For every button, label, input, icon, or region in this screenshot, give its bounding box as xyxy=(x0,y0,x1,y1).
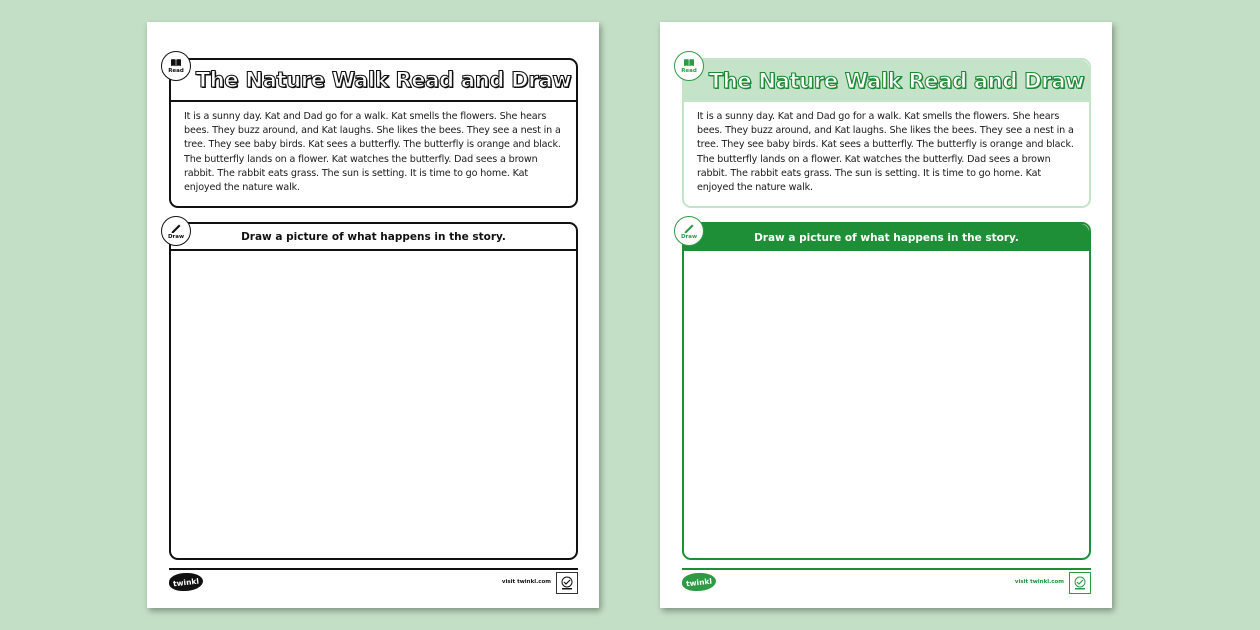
quality-stamp-icon xyxy=(1069,572,1091,594)
book-icon xyxy=(170,58,182,67)
story-text: It is a sunny day. Kat and Dad go for a walk. Kat smells the flowers. She hears bees. They buzz around, and Kat laughs. She likes the bees. They see a nest in a tree. They see baby birds. Kat sees a butterfly. The butterfly is orange and black. The butterfly lands on a flower. Kat watches the butterfly. Dad sees a brown rabbit. The rabbit eats grass. The sun is setting. It is time to go home. Kat enjoyed the nature walk. xyxy=(697,111,1074,194)
draw-badge-label: Draw xyxy=(680,233,698,240)
footer-divider xyxy=(682,568,1091,570)
draw-prompt: Draw a picture of what happens in the story. xyxy=(754,231,1019,244)
title-bar xyxy=(171,60,576,102)
read-badge-label: Read xyxy=(681,68,697,74)
pencil-icon xyxy=(170,223,182,233)
logo-text: twinkl xyxy=(172,576,200,588)
twinkl-logo xyxy=(682,573,716,591)
read-badge xyxy=(674,51,704,81)
title-bar xyxy=(684,60,1089,102)
worksheet-title: The Nature Walk Read and Draw xyxy=(708,69,1085,93)
footer-url: visit twinkl.com xyxy=(1014,579,1064,585)
drawing-box xyxy=(169,222,578,560)
read-badge xyxy=(161,51,191,81)
story-box xyxy=(682,58,1091,208)
twinkl-logo xyxy=(169,573,203,591)
worksheet-black-and-white xyxy=(147,22,599,608)
draw-prompt: Draw a picture of what happens in the story. xyxy=(241,230,506,243)
worksheet-green xyxy=(660,22,1112,608)
drawing-area[interactable] xyxy=(171,251,576,558)
footer-url: visit twinkl.com xyxy=(501,579,551,585)
story-text: It is a sunny day. Kat and Dad go for a walk. Kat smells the flowers. She hears bees. They buzz around, and Kat laughs. She likes the bees. They see a nest in a tree. They see baby birds. Kat sees a butterfly. The butterfly is orange and black. The butterfly lands on a flower. Kat watches the butterfly. Dad sees a brown rabbit. The rabbit eats grass. The sun is setting. It is time to go home. Kat enjoyed the nature walk. xyxy=(184,111,561,194)
pencil-icon xyxy=(683,223,695,233)
footer-divider xyxy=(169,568,578,570)
story-box xyxy=(169,58,578,208)
drawing-area[interactable] xyxy=(684,251,1089,558)
draw-badge xyxy=(161,216,191,246)
worksheet-title: The Nature Walk Read and Draw xyxy=(195,68,572,92)
read-badge-label: Read xyxy=(168,68,184,74)
book-icon xyxy=(683,58,695,67)
logo-text: twinkl xyxy=(685,576,713,588)
draw-prompt-bar xyxy=(171,224,576,251)
quality-stamp-icon xyxy=(556,572,578,594)
draw-badge-label: Draw xyxy=(167,233,185,240)
draw-prompt-bar xyxy=(684,224,1089,251)
drawing-box xyxy=(682,222,1091,560)
draw-badge xyxy=(674,216,704,246)
